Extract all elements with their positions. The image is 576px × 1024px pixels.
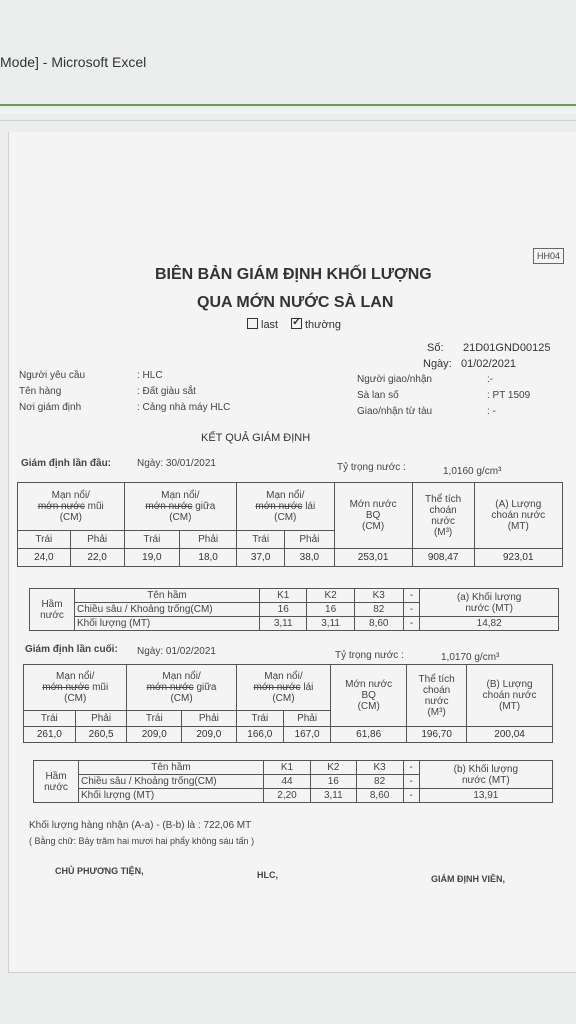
value-cell: 261,0 xyxy=(24,727,76,743)
checkbox-icon xyxy=(247,318,258,329)
summary-in-words: ( Bằng chữ: Bảy trăm hai mươi hai phẩy không sáu tấn ) xyxy=(29,836,255,846)
info-ship-value: : - xyxy=(487,406,496,417)
value-cell: 209,0 xyxy=(127,727,182,743)
info-deliverer-label: Người giao/nhận xyxy=(357,374,432,385)
last-survey-date: Ngày: 01/02/2021 xyxy=(137,646,216,657)
value-cell: 61,86 xyxy=(331,727,407,743)
value-cell: - xyxy=(403,775,419,789)
mass-label: Khối lượng (MT) xyxy=(79,789,264,803)
info-requester-value: : HLC xyxy=(137,370,163,381)
value-cell: 2,20 xyxy=(264,789,311,803)
value-cell: 8,60 xyxy=(354,617,403,631)
last-hold-table xyxy=(33,760,553,803)
hdr-midship: Mạn nổi/ mớn nước giữa (CM) xyxy=(124,483,236,531)
value-cell: 3,11 xyxy=(260,617,307,631)
hdr-right: Phải xyxy=(182,711,237,727)
hdr-displacement-b: (B) Lượng choán nước (MT) xyxy=(467,665,553,727)
hdr-right: Phải xyxy=(283,711,330,727)
hdr-right: Phải xyxy=(180,531,237,549)
doc-title: BIÊN BẢN GIÁM ĐỊNH KHỐI LƯỢNG xyxy=(155,266,432,283)
signature-hlc: HLC, xyxy=(257,870,278,880)
last-draft-table xyxy=(23,664,553,743)
hdr-midship: Mạn nổi/ mớn nước giữa (CM) xyxy=(127,665,236,711)
value-cell: 18,0 xyxy=(180,549,237,567)
value-cell: 82 xyxy=(354,603,403,617)
hdr-mean-draft: Mớn nước BQ (CM) xyxy=(334,483,412,549)
hold-name-header: Tên hầm xyxy=(75,589,260,603)
hold-result-label-b: (b) Khối lượng nước (MT) xyxy=(419,761,552,789)
date-value: 01/02/2021 xyxy=(461,358,517,370)
summary-line: Khối lượng hàng nhận (A-a) - (B-b) là : 722,06 MT xyxy=(29,820,252,831)
value-cell: 166,0 xyxy=(236,727,283,743)
hdr-forward: Mạn nổi/ mớn nước mũi (CM) xyxy=(24,665,127,711)
k2-header: K2 xyxy=(311,761,357,775)
hold-result-a: 14,82 xyxy=(420,617,559,631)
hold-name-header: Tên hầm xyxy=(79,761,264,775)
value-cell: 16 xyxy=(311,775,357,789)
value-cell: 38,0 xyxy=(285,549,334,567)
date-label: Ngày: xyxy=(423,358,452,370)
hdr-left: Trái xyxy=(124,531,180,549)
extra-header: - xyxy=(403,589,420,603)
hdr-aft: Mạn nổi/ mớn nước lái (CM) xyxy=(236,665,331,711)
hdr-forward: Mạn nổi/ mớn nước mũi (CM) xyxy=(18,483,125,531)
first-survey-label: Giám định lần đầu: xyxy=(21,458,112,469)
info-goods-label: Tên hàng xyxy=(19,386,62,397)
last-density-value: 1,0170 g/cm³ xyxy=(441,652,500,663)
info-goods-value: : Đất giàu sắt xyxy=(137,386,196,397)
first-density-label: Tỷ trọng nước : xyxy=(337,462,406,473)
checkbox-checked-icon xyxy=(291,318,302,329)
first-survey-date: Ngày: 30/01/2021 xyxy=(137,458,216,469)
first-hold-table xyxy=(29,588,559,631)
hdr-volume: Thể tích choán nước (M³) xyxy=(407,665,467,727)
last-density-label: Tỷ trọng nước : xyxy=(335,650,404,661)
first-draft-table xyxy=(17,482,563,567)
k2-header: K2 xyxy=(307,589,354,603)
option-regular[interactable]: ✓ thường xyxy=(291,318,341,331)
value-cell: 260,5 xyxy=(75,727,127,743)
option-last[interactable]: last xyxy=(247,318,278,331)
so-value: 21D01GND00125 xyxy=(463,342,551,354)
hold-result-label-a: (a) Khối lượng nước (MT) xyxy=(420,589,559,617)
doc-subtitle: QUA MỚN NƯỚC SÀ LAN xyxy=(197,294,394,311)
value-cell: 8,60 xyxy=(356,789,403,803)
value-cell: - xyxy=(403,603,420,617)
value-cell: 19,0 xyxy=(124,549,180,567)
hdr-right: Phải xyxy=(75,711,127,727)
hdr-right: Phải xyxy=(285,531,334,549)
value-cell: 16 xyxy=(260,603,307,617)
hold-header: Hầm nước xyxy=(30,589,75,631)
hold-result-b: 13,91 xyxy=(419,789,552,803)
value-cell: 200,04 xyxy=(467,727,553,743)
hdr-left: Trái xyxy=(18,531,71,549)
hdr-volume: Thể tích choán nước (M³) xyxy=(412,483,474,549)
value-cell: 3,11 xyxy=(311,789,357,803)
last-survey-label: Giám định lần cuối: xyxy=(25,644,118,655)
hdr-right: Phải xyxy=(70,531,124,549)
value-cell: - xyxy=(403,789,419,803)
value-cell: - xyxy=(403,617,420,631)
depth-label: Chiều sâu / Khoảng trống(CM) xyxy=(79,775,264,789)
value-cell: 253,01 xyxy=(334,549,412,567)
value-cell: 209,0 xyxy=(182,727,237,743)
value-cell: 44 xyxy=(264,775,311,789)
k3-header: K3 xyxy=(356,761,403,775)
value-cell: 16 xyxy=(307,603,354,617)
k1-header: K1 xyxy=(260,589,307,603)
info-place-value: : Cảng nhà máy HLC xyxy=(137,402,231,413)
form-code: HH04 xyxy=(533,248,564,264)
hdr-mean-draft: Mớn nước BQ (CM) xyxy=(331,665,407,727)
info-barge-value: : PT 1509 xyxy=(487,390,531,401)
hdr-aft: Mạn nổi/ mớn nước lái (CM) xyxy=(237,483,334,531)
hdr-left: Trái xyxy=(127,711,182,727)
ribbon-strip xyxy=(0,104,576,114)
value-cell: 37,0 xyxy=(237,549,285,567)
mass-label: Khối lượng (MT) xyxy=(75,617,260,631)
first-density-value: 1,0160 g/cm³ xyxy=(443,466,502,477)
value-cell: 167,0 xyxy=(283,727,330,743)
k1-header: K1 xyxy=(264,761,311,775)
hdr-left: Trái xyxy=(24,711,76,727)
info-requester-label: Người yêu cầu xyxy=(19,370,86,381)
so-label: Số: xyxy=(427,342,444,354)
depth-label: Chiều sâu / Khoảng trống(CM) xyxy=(75,603,260,617)
info-place-label: Nơi giám định xyxy=(19,402,82,413)
divider xyxy=(0,120,576,121)
print-preview-page xyxy=(8,132,576,973)
value-cell: 923,01 xyxy=(474,549,562,567)
window-title: Mode] - Microsoft Excel xyxy=(0,54,147,70)
value-cell: 24,0 xyxy=(18,549,71,567)
info-barge-label: Sà lan số xyxy=(357,390,399,401)
value-cell: 196,70 xyxy=(407,727,467,743)
hdr-left: Trái xyxy=(237,531,285,549)
hdr-displacement-a: (A) Lượng choán nước (MT) xyxy=(474,483,562,549)
k3-header: K3 xyxy=(354,589,403,603)
extra-header: - xyxy=(403,761,419,775)
value-cell: 22,0 xyxy=(70,549,124,567)
value-cell: 908,47 xyxy=(412,549,474,567)
info-deliverer-value: :- xyxy=(487,374,494,385)
value-cell: 82 xyxy=(356,775,403,789)
value-cell: 3,11 xyxy=(307,617,354,631)
window-titlebar xyxy=(0,40,576,86)
signature-surveyor: GIÁM ĐỊNH VIÊN, xyxy=(431,874,506,884)
hdr-left: Trái xyxy=(236,711,283,727)
signature-owner: CHỦ PHƯƠNG TIỆN, xyxy=(55,866,144,876)
info-ship-label: Giao/nhận từ tàu xyxy=(357,406,433,417)
hold-header: Hầm nước xyxy=(34,761,79,803)
result-title: KẾT QUẢ GIÁM ĐỊNH xyxy=(201,432,311,444)
